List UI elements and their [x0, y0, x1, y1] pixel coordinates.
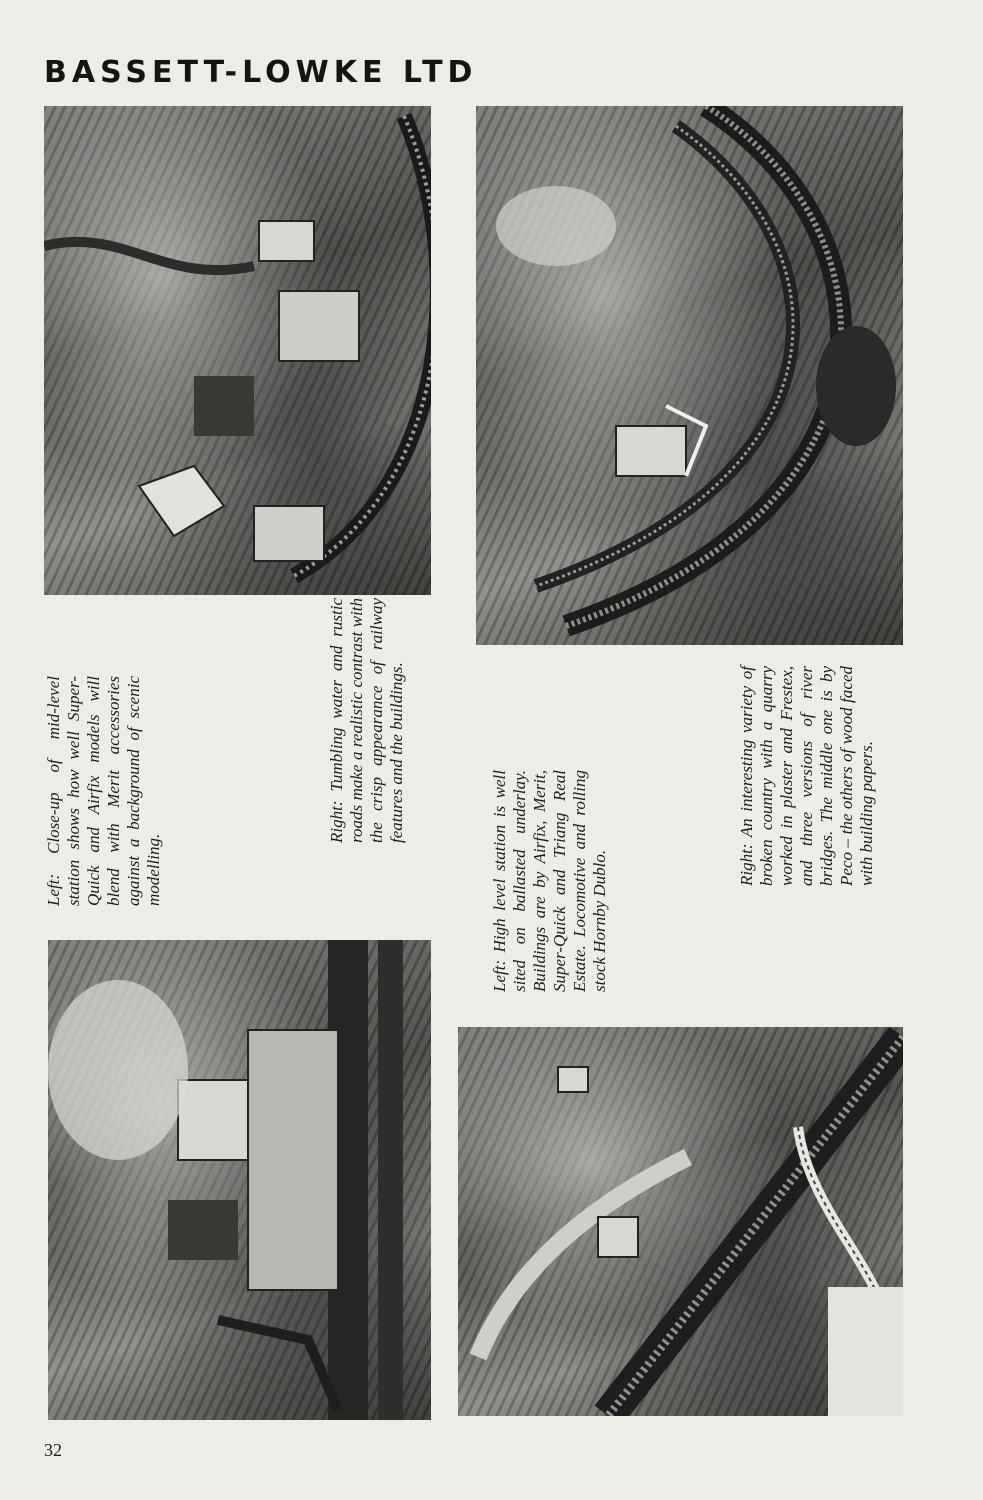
- photo-quarry-and-bridges: [458, 1027, 903, 1416]
- photo-tumbling-water: [476, 106, 903, 645]
- photo-mid-level-station: [44, 106, 431, 595]
- caption-high-level-station: Left: High level station is well sited on ballasted underlay. Buildings are by Airfix, Merit, Super-Quick and Triang Real Estate. Locomotive and rolling stock Hornby Dublo.: [490, 770, 609, 992]
- page-title: BASSETT-LOWKE LTD: [44, 55, 478, 90]
- photo-high-level-station: [48, 940, 431, 1420]
- page-number: 32: [44, 1440, 62, 1460]
- caption-tumbling-water: Right: Tumbling water and rustic roads make a realistic contrast with the crisp appearance of railway features and the buildings.: [327, 598, 406, 843]
- caption-mid-level-station: Left: Close-up of mid-level station shows how well Super-Quick and Airfix models will blend with Merit accessories against a background of scenic modelling.: [44, 676, 163, 906]
- caption-quarry-and-bridges: Right: An interesting variety of broken country with a quarry worked in plaster and Frestex, and three versions of river bridges. The middle one is by Peco – the others of wood faced with building papers.: [737, 666, 876, 886]
